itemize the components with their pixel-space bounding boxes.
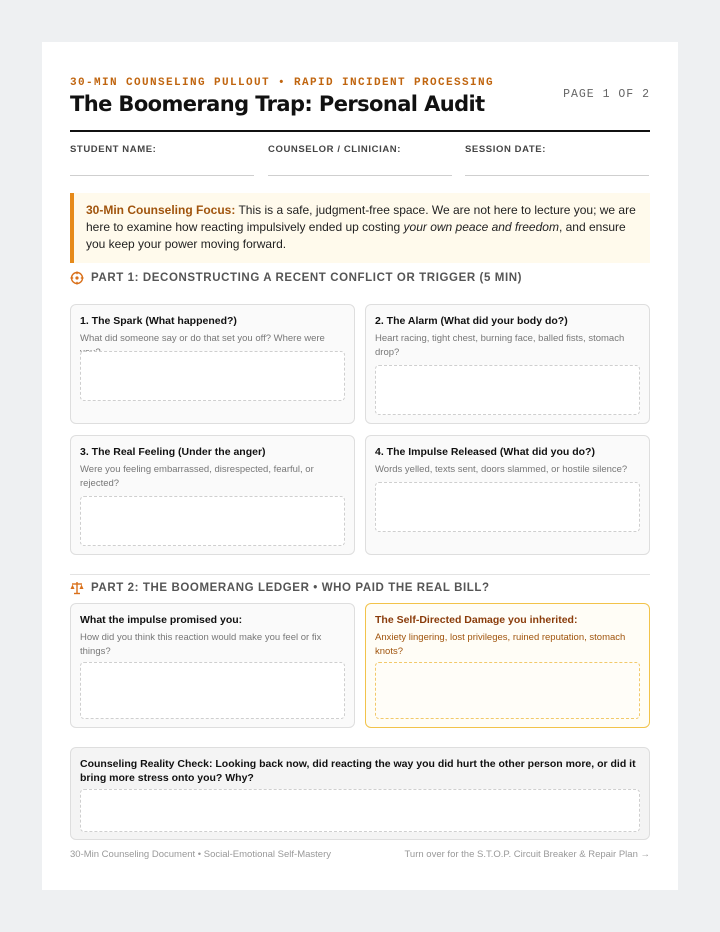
impulse-promise-answer-box[interactable]	[80, 662, 345, 719]
student-name-label: STUDENT NAME:	[70, 144, 157, 155]
impulse-promise-card	[70, 603, 355, 728]
counselor-field[interactable]	[268, 144, 452, 176]
title-rule	[70, 130, 650, 132]
student-name-field[interactable]	[70, 144, 254, 176]
eyebrow-label: 30-MIN COUNSELING PULLOUT • RAPID INCIDENT PROCESSING	[70, 77, 495, 89]
session-date-field[interactable]	[465, 144, 649, 176]
real-feeling-title: 3. The Real Feeling (Under the anger)	[80, 446, 266, 458]
self-damage-title: The Self-Directed Damage you inherited:	[375, 614, 578, 626]
impulse-desc: Words yelled, texts sent, doors slammed, or hostile silence?	[375, 464, 628, 475]
spark-title: 1. The Spark (What happened?)	[80, 315, 237, 327]
spark-answer-box[interactable]	[80, 351, 345, 401]
focus-label: 30-Min Counseling Focus:	[86, 203, 236, 217]
focus-text-before: This is a safe, judgment-free space. We are not here to lecture you; we are here to examine how reacting impulsively ended up costing	[86, 203, 636, 234]
session-date-line[interactable]	[465, 174, 649, 176]
spark-desc: What did someone say or do that set you off? Where were	[80, 333, 325, 344]
focus-callout	[70, 193, 650, 263]
part2-heading	[70, 580, 650, 596]
reality-check-prompt: Counseling Reality Check: Looking back now, did reacting the way you did hurt the other person more, or did it bring more stress onto you? Why?	[80, 758, 636, 784]
part1-heading-text: PART 1: DECONSTRUCTING A RECENT CONFLICT OR TRIGGER (5 MIN)	[91, 272, 523, 284]
impulse-promise-desc: How did you think this reaction would make you feel or fix things?	[80, 632, 322, 657]
page-footer	[70, 849, 650, 860]
session-date-label: SESSION DATE:	[465, 144, 546, 155]
impulse-title: 4. The Impulse Released (What did you do?)	[375, 446, 595, 458]
footer-right: Turn over for the S.T.O.P. Circuit Breaker & Repair Plan →	[404, 849, 650, 860]
student-name-line[interactable]	[70, 174, 254, 176]
focus-text-emphasis: your own peace and freedom	[403, 220, 559, 234]
crosshair-icon	[70, 271, 84, 285]
section-divider	[70, 574, 650, 575]
part1-heading	[70, 270, 650, 286]
focus-text-after: , and ensure you keep your power moving forward.	[86, 220, 626, 251]
spark-card	[70, 304, 355, 424]
footer-left: 30-Min Counseling Document • Social-Emotional Self-Mastery	[70, 849, 331, 860]
alarm-title: 2. The Alarm (What did your body do?)	[375, 315, 568, 327]
self-damage-desc: Anxiety lingering, lost privileges, ruined reputation, stomach knots?	[375, 632, 626, 657]
impulse-card	[365, 435, 650, 555]
alarm-answer-box[interactable]	[375, 365, 640, 415]
alarm-card	[365, 304, 650, 424]
real-feeling-desc: Were you feeling embarrassed, disrespected, fearful, or rejected?	[80, 464, 314, 489]
self-damage-card	[365, 603, 650, 728]
part2-heading-text: PART 2: THE BOOMERANG LEDGER • WHO PAID THE REAL BILL?	[91, 582, 490, 594]
self-damage-answer-box[interactable]	[375, 662, 640, 719]
impulse-promise-title: What the impulse promised you:	[80, 614, 243, 626]
real-feeling-answer-box[interactable]	[80, 496, 345, 546]
impulse-answer-box[interactable]	[375, 482, 640, 532]
reality-check-answer-box[interactable]	[80, 789, 640, 832]
real-feeling-card	[70, 435, 355, 555]
reality-check-card	[70, 747, 650, 840]
scales-icon	[70, 581, 84, 595]
counselor-line[interactable]	[268, 174, 452, 176]
alarm-desc: Heart racing, tight chest, burning face, balled fists, stomach drop?	[375, 333, 625, 358]
page-title: The Boomerang Trap: Personal Audit	[70, 92, 485, 116]
worksheet-page	[42, 42, 678, 890]
counselor-label: COUNSELOR / CLINICIAN:	[268, 144, 402, 155]
page-number: PAGE 1 OF 2	[563, 88, 650, 101]
